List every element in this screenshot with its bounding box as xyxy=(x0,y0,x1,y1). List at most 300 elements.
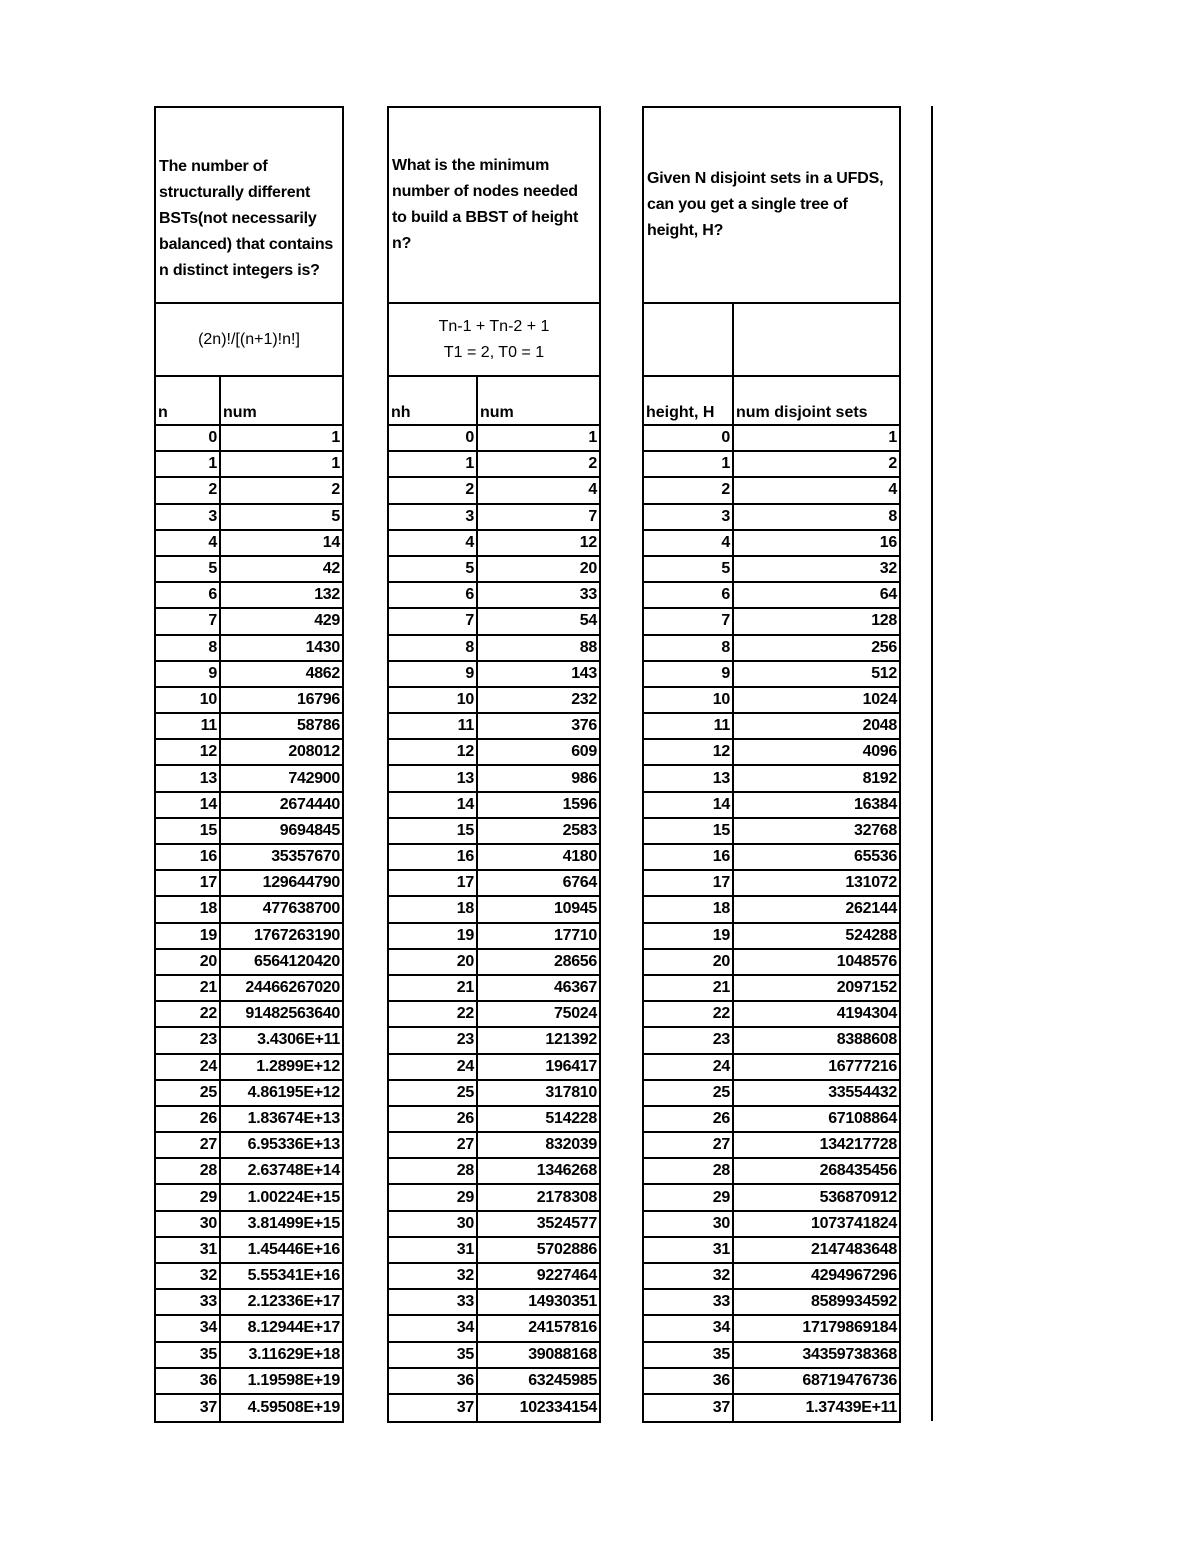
value-cell: 986 xyxy=(571,769,597,787)
index-cell: 23 xyxy=(644,1028,734,1052)
index-cell: 25 xyxy=(644,1081,734,1105)
value-cell: 75024 xyxy=(554,1005,597,1023)
table-row xyxy=(389,766,599,792)
value-cell: 3.11629E+18 xyxy=(248,1345,340,1363)
value-cell: 1 xyxy=(888,429,897,447)
index-cell: 13 xyxy=(644,766,734,790)
table-row xyxy=(389,1290,599,1316)
index-cell: 12 xyxy=(644,740,734,764)
table-row xyxy=(156,1107,342,1133)
value-cell: 2.63748E+14 xyxy=(247,1162,340,1180)
table-row xyxy=(389,1133,599,1159)
index-cell: 16 xyxy=(644,845,734,869)
index-cell: 6 xyxy=(644,583,734,607)
table-row xyxy=(156,871,342,897)
value-cell: 42 xyxy=(322,560,340,578)
value-cell: 8388608 xyxy=(836,1031,897,1049)
index-cell: 33 xyxy=(644,1290,734,1314)
data-rows xyxy=(389,426,599,1421)
value-cell: 512 xyxy=(871,664,897,682)
value-cell: 58786 xyxy=(297,717,340,735)
question-cell xyxy=(156,108,342,304)
index-cell: 35 xyxy=(389,1343,478,1367)
index-cell: 31 xyxy=(389,1238,478,1262)
table-row xyxy=(389,1055,599,1081)
table-row xyxy=(644,662,899,688)
table-row xyxy=(389,1343,599,1369)
value-cell: 8 xyxy=(888,507,897,525)
value-cell: 17179869184 xyxy=(802,1319,897,1337)
value-cell: 1 xyxy=(331,455,340,473)
value-cell: 477638700 xyxy=(262,900,340,918)
index-cell: 1 xyxy=(644,452,734,476)
table-row xyxy=(644,505,899,531)
table-row xyxy=(389,426,599,452)
table-row xyxy=(389,740,599,766)
index-cell: 18 xyxy=(156,897,221,921)
index-cell: 5 xyxy=(156,557,221,581)
value-cell: 28656 xyxy=(554,952,597,970)
value-cell: 33 xyxy=(579,586,597,604)
question-cell xyxy=(389,108,599,304)
table-row xyxy=(644,1028,899,1054)
index-cell: 15 xyxy=(644,819,734,843)
table-row xyxy=(389,1212,599,1238)
value-cell: 5.55341E+16 xyxy=(247,1267,340,1285)
index-cell: 11 xyxy=(644,714,734,738)
index-cell: 24 xyxy=(156,1055,221,1079)
table-row xyxy=(156,609,342,635)
table-row xyxy=(389,1028,599,1054)
table-row xyxy=(389,845,599,871)
value-cell: 1767263190 xyxy=(254,926,340,944)
table-row xyxy=(156,1185,342,1211)
index-cell: 2 xyxy=(156,478,221,502)
index-cell: 0 xyxy=(389,426,478,450)
question-cell xyxy=(644,108,899,304)
index-cell: 24 xyxy=(644,1055,734,1079)
value-cell: 262144 xyxy=(845,900,897,918)
value-cell: 4 xyxy=(588,481,597,499)
value-cell: 1073741824 xyxy=(811,1214,897,1232)
value-cell: 3.81499E+15 xyxy=(247,1214,340,1232)
value-cell: 609 xyxy=(571,743,597,761)
table-row xyxy=(156,531,342,557)
value-cell: 8.12944E+17 xyxy=(247,1319,340,1337)
table-row xyxy=(389,793,599,819)
value-cell: 143 xyxy=(571,664,597,682)
index-cell: 37 xyxy=(156,1395,221,1421)
value-cell: 2 xyxy=(588,455,597,473)
table-row xyxy=(644,845,899,871)
table-row xyxy=(156,1081,342,1107)
table-row xyxy=(156,557,342,583)
table-row xyxy=(156,819,342,845)
table-row xyxy=(644,976,899,1002)
table-row xyxy=(644,1343,899,1369)
value-cell: 742900 xyxy=(288,769,340,787)
question-text: Given N disjoint sets in a UFDS, can you get a single tree of height, H? xyxy=(647,170,884,239)
column-header-nh: nh xyxy=(389,377,478,424)
value-cell: 514228 xyxy=(545,1109,597,1127)
index-cell: 18 xyxy=(644,897,734,921)
value-cell: 1048576 xyxy=(836,952,897,970)
value-cell: 2147483648 xyxy=(811,1240,897,1258)
value-cell: 4096 xyxy=(862,743,897,761)
value-cell: 129644790 xyxy=(262,874,340,892)
value-cell: 16777216 xyxy=(828,1057,897,1075)
index-cell: 32 xyxy=(389,1264,478,1288)
table-row xyxy=(156,1264,342,1290)
table-row xyxy=(156,845,342,871)
value-cell: 1.83674E+13 xyxy=(247,1109,340,1127)
table-row xyxy=(156,1369,342,1395)
column-header-n: n xyxy=(156,377,221,424)
table-row xyxy=(156,793,342,819)
value-cell: 14 xyxy=(322,533,340,551)
value-cell: 134217728 xyxy=(819,1136,897,1154)
index-cell: 34 xyxy=(644,1316,734,1340)
value-cell: 24157816 xyxy=(528,1319,597,1337)
index-cell: 21 xyxy=(389,976,478,1000)
value-cell: 6564120420 xyxy=(254,952,340,970)
table-row xyxy=(644,1316,899,1342)
value-cell: 2.12336E+17 xyxy=(247,1293,340,1311)
table-row xyxy=(389,1238,599,1264)
table-row xyxy=(389,583,599,609)
value-cell: 1.37439E+11 xyxy=(805,1399,897,1417)
index-cell: 23 xyxy=(389,1028,478,1052)
index-cell: 28 xyxy=(156,1159,221,1183)
index-cell: 14 xyxy=(644,793,734,817)
table-row xyxy=(644,452,899,478)
value-cell: 16384 xyxy=(854,795,897,813)
value-cell: 10945 xyxy=(554,900,597,918)
index-cell: 4 xyxy=(156,531,221,555)
formula-cell xyxy=(156,304,342,377)
table-row xyxy=(389,897,599,923)
table-row xyxy=(389,1264,599,1290)
index-cell: 18 xyxy=(389,897,478,921)
table-row xyxy=(156,766,342,792)
table-row xyxy=(156,714,342,740)
value-cell: 4.59508E+19 xyxy=(247,1399,340,1417)
index-cell: 28 xyxy=(644,1159,734,1183)
value-cell: 1 xyxy=(588,429,597,447)
table-row xyxy=(156,478,342,504)
value-cell: 65536 xyxy=(854,848,897,866)
table-row xyxy=(389,609,599,635)
index-cell: 37 xyxy=(389,1395,478,1421)
value-cell: 24466267020 xyxy=(245,979,340,997)
index-cell: 21 xyxy=(156,976,221,1000)
index-cell: 22 xyxy=(156,1002,221,1026)
index-cell: 11 xyxy=(389,714,478,738)
table-row xyxy=(389,1369,599,1395)
value-cell: 1024 xyxy=(862,690,897,708)
bst-count-table xyxy=(154,106,344,1423)
index-cell: 27 xyxy=(389,1133,478,1157)
table-row xyxy=(389,871,599,897)
index-cell: 2 xyxy=(644,478,734,502)
value-cell: 14930351 xyxy=(528,1293,597,1311)
index-cell: 3 xyxy=(156,505,221,529)
table-row xyxy=(644,1002,899,1028)
value-cell: 2 xyxy=(888,455,897,473)
index-cell: 4 xyxy=(644,531,734,555)
index-cell: 29 xyxy=(644,1185,734,1209)
index-cell: 20 xyxy=(156,950,221,974)
index-cell: 34 xyxy=(389,1316,478,1340)
index-cell: 8 xyxy=(156,636,221,660)
value-cell: 429 xyxy=(314,612,340,630)
formula-text: (2n)!/[(n+1)!n!] xyxy=(198,330,300,348)
index-cell: 4 xyxy=(389,531,478,555)
value-cell: 16796 xyxy=(297,690,340,708)
index-cell: 3 xyxy=(389,505,478,529)
value-cell: 232 xyxy=(571,690,597,708)
index-cell: 6 xyxy=(389,583,478,607)
value-cell: 9694845 xyxy=(279,821,340,839)
table-row xyxy=(156,1238,342,1264)
table-row xyxy=(389,452,599,478)
index-cell: 15 xyxy=(389,819,478,843)
index-cell: 30 xyxy=(644,1212,734,1236)
table-row xyxy=(156,452,342,478)
table-row xyxy=(156,1055,342,1081)
table-row xyxy=(156,636,342,662)
value-cell: 39088168 xyxy=(528,1345,597,1363)
index-cell: 2 xyxy=(389,478,478,502)
index-cell: 1 xyxy=(389,452,478,476)
value-cell: 17710 xyxy=(554,926,597,944)
index-cell: 27 xyxy=(156,1133,221,1157)
table-row xyxy=(156,505,342,531)
table-row xyxy=(156,662,342,688)
table-row xyxy=(389,531,599,557)
index-cell: 17 xyxy=(156,871,221,895)
index-cell: 37 xyxy=(644,1395,734,1421)
index-cell: 17 xyxy=(644,871,734,895)
table-row xyxy=(644,609,899,635)
index-cell: 8 xyxy=(644,636,734,660)
formula-text: Tn-1 + Tn-2 + 1 T1 = 2, T0 = 1 xyxy=(438,317,550,361)
value-cell: 4862 xyxy=(305,664,340,682)
ufds-height-table xyxy=(642,106,901,1423)
value-cell: 1346268 xyxy=(536,1162,597,1180)
table-row xyxy=(644,1185,899,1211)
index-cell: 35 xyxy=(644,1343,734,1367)
table-row xyxy=(389,557,599,583)
index-cell: 9 xyxy=(156,662,221,686)
value-cell: 3.4306E+11 xyxy=(257,1031,340,1049)
question-text: The number of structurally different BSTs(not necessarily balanced) that contains n distinct integers is? xyxy=(159,158,334,279)
value-cell: 67108864 xyxy=(828,1109,897,1127)
index-cell: 5 xyxy=(389,557,478,581)
value-cell: 7 xyxy=(588,507,597,525)
formula-cell xyxy=(644,304,899,377)
value-cell: 4294967296 xyxy=(811,1267,897,1285)
index-cell: 26 xyxy=(644,1107,734,1131)
index-cell: 14 xyxy=(389,793,478,817)
value-cell: 132 xyxy=(314,586,340,604)
table-row xyxy=(156,583,342,609)
value-cell: 1.2899E+12 xyxy=(256,1057,340,1075)
table-row xyxy=(156,740,342,766)
value-cell: 317810 xyxy=(545,1083,597,1101)
table-row xyxy=(389,1185,599,1211)
index-cell: 27 xyxy=(644,1133,734,1157)
value-cell: 2 xyxy=(331,481,340,499)
table-row xyxy=(644,557,899,583)
table-row xyxy=(644,714,899,740)
table-row xyxy=(644,531,899,557)
table-row xyxy=(389,1107,599,1133)
right-border-line xyxy=(931,106,933,1421)
value-cell: 4180 xyxy=(562,848,597,866)
index-cell: 16 xyxy=(156,845,221,869)
table-row xyxy=(389,976,599,1002)
table-row xyxy=(644,1264,899,1290)
table-row xyxy=(156,924,342,950)
table-row xyxy=(389,688,599,714)
value-cell: 1.19598E+19 xyxy=(247,1371,340,1389)
value-cell: 4 xyxy=(888,481,897,499)
column-header-num: num xyxy=(223,404,257,421)
value-cell: 1.00224E+15 xyxy=(247,1188,340,1206)
index-cell: 17 xyxy=(389,871,478,895)
value-cell: 1 xyxy=(331,429,340,447)
index-cell: 12 xyxy=(156,740,221,764)
index-cell: 14 xyxy=(156,793,221,817)
index-cell: 0 xyxy=(156,426,221,450)
index-cell: 7 xyxy=(389,609,478,633)
index-cell: 36 xyxy=(644,1369,734,1393)
table-row xyxy=(644,426,899,452)
value-cell: 35357670 xyxy=(271,848,340,866)
header-row xyxy=(389,377,599,426)
table-row xyxy=(156,976,342,1002)
value-cell: 376 xyxy=(571,717,597,735)
index-cell: 32 xyxy=(156,1264,221,1288)
table-row xyxy=(644,583,899,609)
value-cell: 6.95336E+13 xyxy=(247,1136,340,1154)
index-cell: 33 xyxy=(156,1290,221,1314)
index-cell: 23 xyxy=(156,1028,221,1052)
data-rows xyxy=(644,426,899,1421)
table-row xyxy=(644,1369,899,1395)
value-cell: 68719476736 xyxy=(802,1371,897,1389)
value-cell: 131072 xyxy=(845,874,897,892)
table-row xyxy=(156,1002,342,1028)
value-cell: 32768 xyxy=(854,821,897,839)
index-cell: 30 xyxy=(389,1212,478,1236)
value-cell: 4194304 xyxy=(836,1005,897,1023)
value-cell: 1596 xyxy=(562,795,597,813)
table-row xyxy=(644,1107,899,1133)
index-cell: 22 xyxy=(644,1002,734,1026)
table-row xyxy=(389,662,599,688)
table-row xyxy=(389,1002,599,1028)
table-row xyxy=(644,1055,899,1081)
table-row xyxy=(644,766,899,792)
formula-cell-left xyxy=(644,304,734,375)
index-cell: 19 xyxy=(644,924,734,948)
index-cell: 20 xyxy=(644,950,734,974)
table-row xyxy=(156,1290,342,1316)
table-row xyxy=(156,1316,342,1342)
index-cell: 9 xyxy=(389,662,478,686)
table-row xyxy=(644,688,899,714)
column-header-num: num xyxy=(480,404,514,421)
table-row xyxy=(389,636,599,662)
value-cell: 208012 xyxy=(288,743,340,761)
table-row xyxy=(644,819,899,845)
index-cell: 0 xyxy=(644,426,734,450)
index-cell: 22 xyxy=(389,1002,478,1026)
table-row xyxy=(156,1028,342,1054)
table-row xyxy=(644,1238,899,1264)
value-cell: 54 xyxy=(579,612,597,630)
value-cell: 12 xyxy=(579,533,597,551)
index-cell: 21 xyxy=(644,976,734,1000)
value-cell: 91482563640 xyxy=(245,1005,340,1023)
column-header-height: height, H xyxy=(644,377,734,424)
column-header-num-disjoint-sets: num disjoint sets xyxy=(736,404,868,421)
value-cell: 64 xyxy=(879,586,897,604)
index-cell: 1 xyxy=(156,452,221,476)
value-cell: 102334154 xyxy=(519,1399,597,1417)
header-row xyxy=(644,377,899,426)
header-row xyxy=(156,377,342,426)
index-cell: 20 xyxy=(389,950,478,974)
value-cell: 33554432 xyxy=(828,1083,897,1101)
index-cell: 15 xyxy=(156,819,221,843)
index-cell: 25 xyxy=(156,1081,221,1105)
value-cell: 88 xyxy=(579,638,597,656)
table-row xyxy=(156,950,342,976)
value-cell: 9227464 xyxy=(536,1267,597,1285)
value-cell: 2097152 xyxy=(836,979,897,997)
value-cell: 2048 xyxy=(862,717,897,735)
table-row xyxy=(389,478,599,504)
value-cell: 34359738368 xyxy=(802,1345,897,1363)
value-cell: 121392 xyxy=(545,1031,597,1049)
value-cell: 256 xyxy=(871,638,897,656)
table-row xyxy=(389,1159,599,1185)
value-cell: 2178308 xyxy=(536,1188,597,1206)
index-cell: 11 xyxy=(156,714,221,738)
index-cell: 31 xyxy=(644,1238,734,1262)
table-row xyxy=(156,426,342,452)
index-cell: 6 xyxy=(156,583,221,607)
value-cell: 3524577 xyxy=(536,1214,597,1232)
table-row xyxy=(156,897,342,923)
index-cell: 13 xyxy=(389,766,478,790)
index-cell: 29 xyxy=(156,1185,221,1209)
index-cell: 10 xyxy=(156,688,221,712)
value-cell: 4.86195E+12 xyxy=(247,1083,340,1101)
value-cell: 20 xyxy=(579,560,597,578)
index-cell: 10 xyxy=(644,688,734,712)
table-row xyxy=(389,924,599,950)
value-cell: 536870912 xyxy=(819,1188,897,1206)
table-row xyxy=(644,1212,899,1238)
value-cell: 1.45446E+16 xyxy=(247,1240,340,1258)
value-cell: 2583 xyxy=(562,821,597,839)
index-cell: 10 xyxy=(389,688,478,712)
index-cell: 28 xyxy=(389,1159,478,1183)
